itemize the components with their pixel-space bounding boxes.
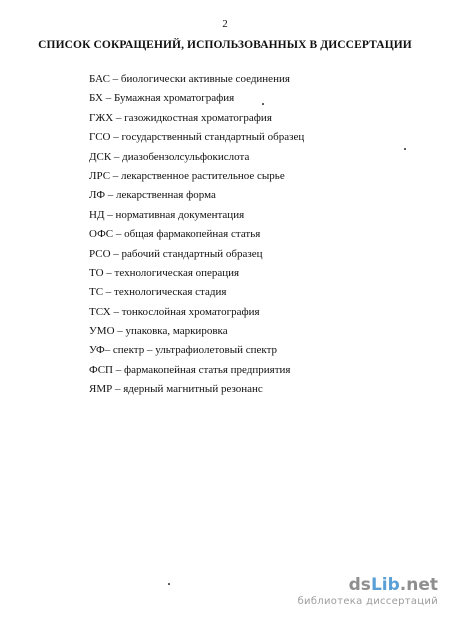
abbreviation-entry: ЯМР – ядерный магнитный резонанс bbox=[89, 383, 263, 396]
abbreviation-entry: ГЖХ – газожидкостная хроматография bbox=[89, 111, 272, 124]
abbreviation-entry: ДСК – диазобензолсульфокислота bbox=[89, 150, 250, 163]
abbreviation-entry: ОФС – общая фармакопейная статья bbox=[89, 228, 261, 241]
abbreviation-entry: ЛРС – лекарственное растительное сырье bbox=[89, 169, 285, 182]
abbreviation-list bbox=[89, 70, 304, 400]
page-number: 2 bbox=[222, 18, 228, 30]
abbreviation-entry: ГСО – государственный стандартный образец bbox=[89, 131, 305, 144]
watermark-logo-ds: ds bbox=[348, 575, 371, 595]
watermark bbox=[298, 575, 438, 608]
abbreviation-entry: ФСП – фармакопейная статья предприятия bbox=[89, 363, 291, 376]
watermark-logo-lib: Lib bbox=[370, 575, 400, 595]
watermark-logo-net: .net bbox=[399, 575, 438, 595]
abbreviation-entry: ТС – технологическая стадия bbox=[89, 286, 227, 299]
watermark-logo bbox=[298, 575, 438, 595]
abbreviation-entry: БХ – Бумажная хроматография bbox=[89, 92, 235, 105]
scan-speck bbox=[168, 583, 170, 585]
abbreviation-entry: РСО – рабочий стандартный образец bbox=[89, 247, 263, 260]
abbreviation-entry: ЛФ – лекарственная форма bbox=[89, 189, 216, 202]
scan-speck bbox=[262, 103, 264, 105]
abbreviation-entry: ТО – технологическая операция bbox=[89, 266, 240, 279]
abbreviation-entry: ТСХ – тонкослойная хроматография bbox=[89, 305, 260, 318]
abbreviation-entry: УФ– спектр – ультрафиолетовый спектр bbox=[89, 344, 278, 357]
scan-speck bbox=[404, 148, 406, 150]
document-title: СПИСОК СОКРАЩЕНИЙ, ИСПОЛЬЗОВАННЫХ В ДИССЕРТАЦИИ bbox=[38, 39, 412, 51]
abbreviation-entry: УМО – упаковка, маркировка bbox=[89, 325, 228, 338]
watermark-tagline: библиотека диссертаций bbox=[297, 596, 438, 607]
abbreviation-entry: НД – нормативная документация bbox=[89, 208, 245, 221]
abbreviation-entry: БАС – биологически активные соединения bbox=[89, 73, 290, 85]
